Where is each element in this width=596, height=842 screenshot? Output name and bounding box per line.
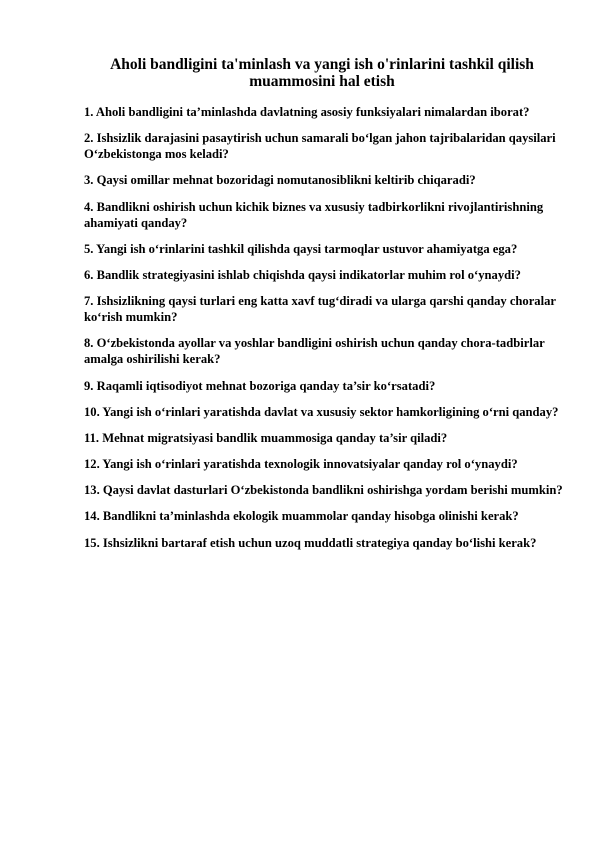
question-item: 11. Mehnat migratsiyasi bandlik muammosiga qanday ta’sir qiladi? xyxy=(84,430,448,445)
question-item: 13. Qaysi davlat dasturlari O‘zbekistonda bandlikni oshirishga yordam berishi mumkin? xyxy=(84,483,563,498)
question-item: 3. Qaysi omillar mehnat bozoridagi nomutanosiblikni keltirib chiqaradi? xyxy=(84,173,476,188)
question-item: 7. Ishsizlikning qaysi turlari eng katta xavf tug‘diradi va ularga qarshi qanday choralar ko‘rish mumkin? xyxy=(84,294,556,325)
document-title: Aholi bandligini ta'minlash va yangi ish o'rinlarini tashkil qilish muammosini hal etish xyxy=(110,56,534,90)
question-item: 15. Ishsizlikni bartaraf etish uchun uzoq muddatli strategiya qanday bo‘lishi kerak? xyxy=(84,535,537,550)
question-list xyxy=(84,104,566,551)
question-item: 6. Bandlik strategiyasini ishlab chiqishda qaysi indikatorlar muhim rol o‘ynaydi? xyxy=(84,267,521,282)
question-item: 2. Ishsizlik darajasini pasaytirish uchun samarali bo‘lgan jahon tajribalaridan qaysilari O‘zbekistonga mos keladi? xyxy=(84,131,556,162)
question-item: 5. Yangi ish o‘rinlarini tashkil qilishda qaysi tarmoqlar ustuvor ahamiyatga ega? xyxy=(84,241,518,256)
question-item: 8. O‘zbekistonda ayollar va yoshlar bandligini oshirish uchun qanday chora-tadbirlar amalga oshirilishi kerak? xyxy=(84,336,545,367)
question-item: 4. Bandlikni oshirish uchun kichik biznes va xususiy tadbirkorlikni rivojlantirishning ahamiyati qanday? xyxy=(84,199,544,230)
question-item: 12. Yangi ish o‘rinlari yaratishda texnologik innovatsiyalar qanday rol o‘ynaydi? xyxy=(84,457,518,472)
question-item: 9. Raqamli iqtisodiyot mehnat bozoriga qanday ta’sir ko‘rsatadi? xyxy=(84,378,436,393)
question-item: 14. Bandlikni ta’minlashda ekologik muammolar qanday hisobga olinishi kerak? xyxy=(84,509,519,524)
question-item: 1. Aholi bandligini ta’minlashda davlatning asosiy funksiyalari nimalardan iborat? xyxy=(84,105,530,119)
question-item: 10. Yangi ish o‘rinlari yaratishda davlat va xususiy sektor hamkorligining o‘rni qanday? xyxy=(84,404,559,419)
